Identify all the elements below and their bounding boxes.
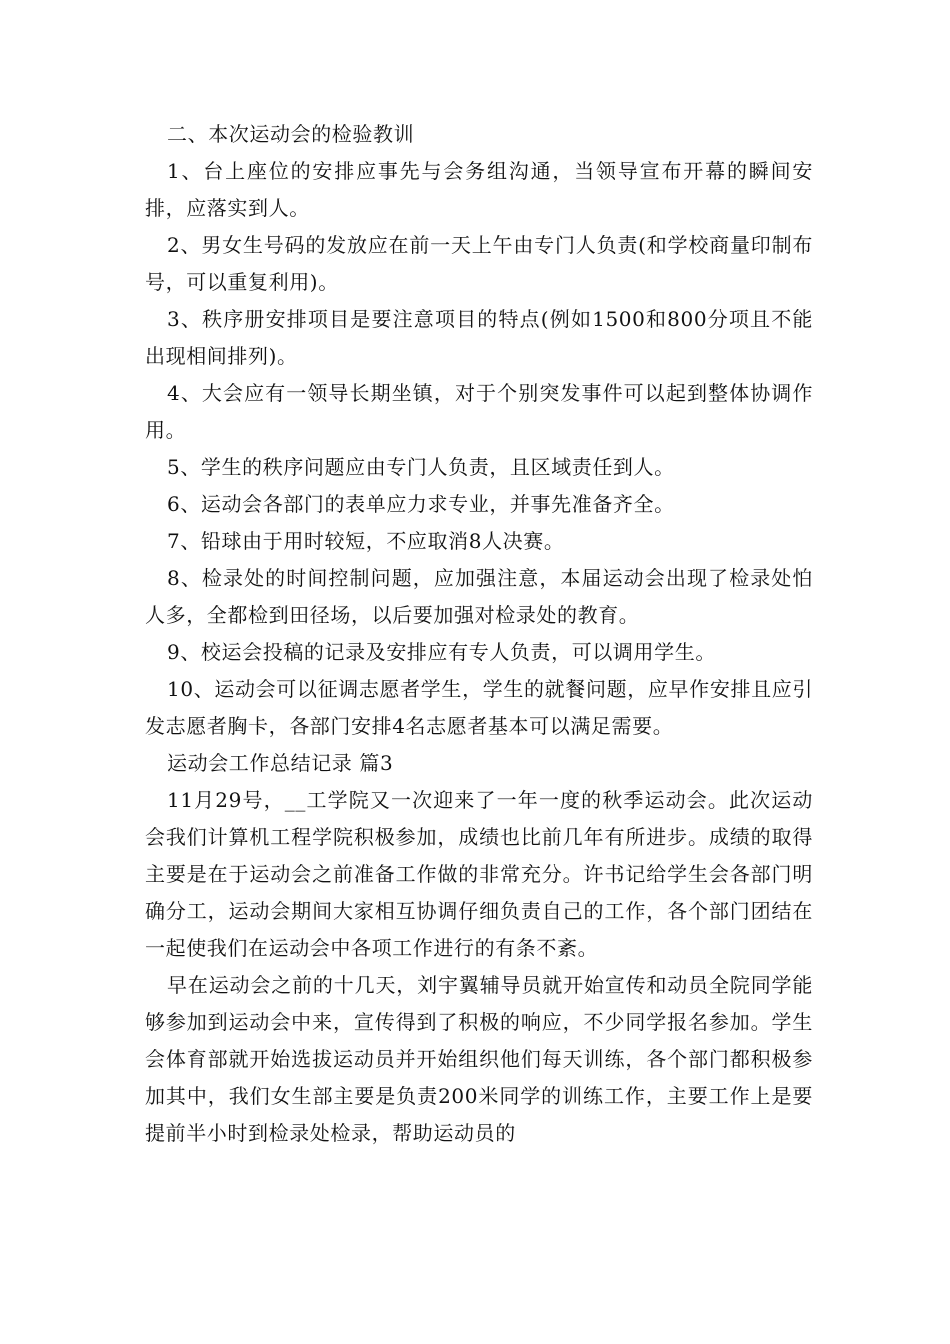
document-page	[145, 116, 813, 1152]
paragraph-item-8: 8、检录处的时间控制问题，应加强注意，本届运动会出现了检录处怕人多，全都检到田径场，以后要加强对检录处的教育。	[145, 566, 813, 627]
paragraph-body-1: 11月29号，__工学院又一次迎来了一年一度的秋季运动会。此次运动会我们计算机工程学院积极参加，成绩也比前几年有所进步。成绩的取得主要是在于运动会之前准备工作做的非常充分。许书记给学生会各部门明确分工，运动会期间大家相互协调仔细负责自己的工作，各个部门团结在一起使我们在运动会中各项工作进行的有条不紊。	[145, 788, 813, 960]
paragraph-item-7: 7、铅球由于用时较短，不应取消8人决赛。	[167, 529, 565, 553]
paragraph-item-4: 4、大会应有一领导长期坐镇，对于个别突发事件可以起到整体协调作用。	[145, 381, 813, 442]
section-heading-lessons: 二、本次运动会的检验教训	[167, 122, 415, 146]
paragraph-item-10: 10、运动会可以征调志愿者学生，学生的就餐问题，应早作安排且应引发志愿者胸卡，各部门安排4名志愿者基本可以满足需要。	[145, 677, 813, 738]
section-heading-part3: 运动会工作总结记录 篇3	[167, 751, 394, 775]
paragraph-item-1: 1、台上座位的安排应事先与会务组沟通，当领导宣布开幕的瞬间安排，应落实到人。	[145, 159, 813, 220]
paragraph-item-9: 9、校运会投稿的记录及安排应有专人负责，可以调用学生。	[167, 640, 716, 664]
paragraph-item-3: 3、秩序册安排项目是要注意项目的特点(例如1500和800分项且不能出现相间排列)。	[145, 307, 813, 368]
paragraph-item-2: 2、男女生号码的发放应在前一天上午由专门人负责(和学校商量印制布号，可以重复利用)。	[145, 233, 813, 294]
paragraph-item-6: 6、运动会各部门的表单应力求专业，并事先准备齐全。	[167, 492, 675, 516]
paragraph-body-2: 早在运动会之前的十几天，刘宇翼辅导员就开始宣传和动员全院同学能够参加到运动会中来，宣传得到了积极的响应，不少同学报名参加。学生会体育部就开始选拔运动员并开始组织他们每天训练，各个部门都积极参加其中，我们女生部主要是负责200米同学的训练工作，主要工作上是要提前半小时到检录处检录，帮助运动员的	[145, 973, 813, 1145]
paragraph-item-5: 5、学生的秩序问题应由专门人负责，且区域责任到人。	[167, 455, 675, 479]
